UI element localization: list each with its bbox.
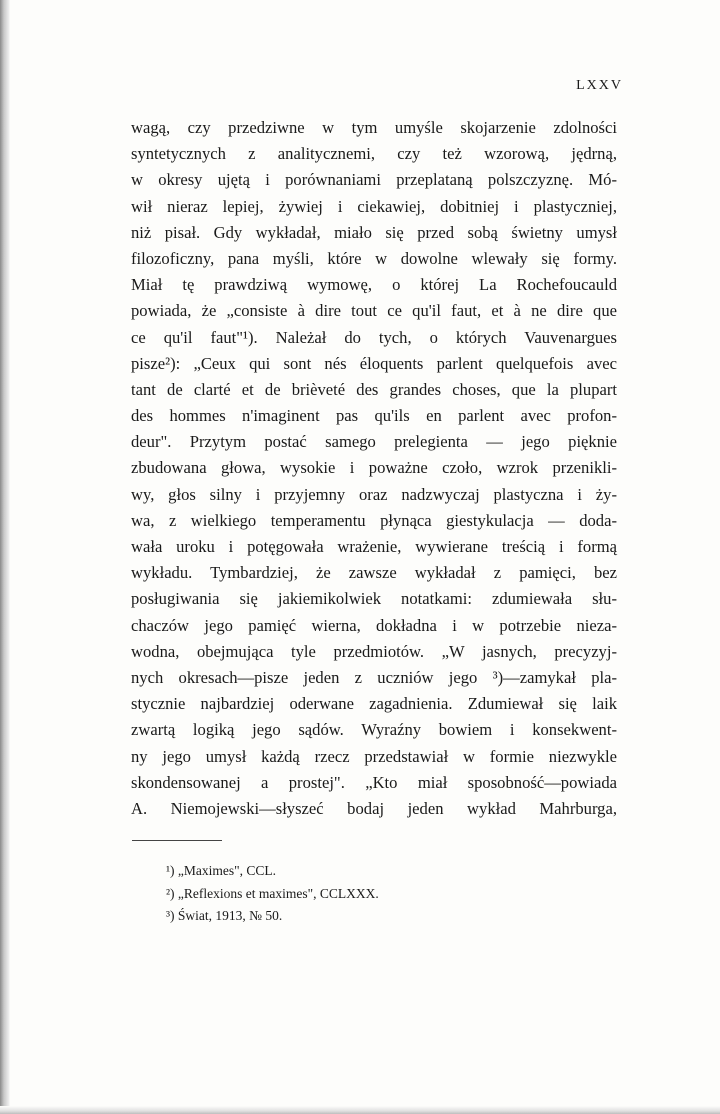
text-line: nych okresach—pisze jeden z uczniów jego ³)—zamykał pla- (131, 667, 617, 687)
text-line: deur". Przytym postać samego prelegienta — jego pięknie (131, 432, 617, 452)
page-binding-shadow (0, 0, 10, 1114)
text-line: A. Niemojewski—słyszeć bodaj jeden wykład Mahrburga, (131, 798, 617, 818)
text-line: zwartą logiką jego sądów. Wyraźny bowiem i konsekwent- (131, 720, 617, 740)
text-line: Miał tę prawdziwą wymowę, o której La Rochefoucauld (131, 275, 617, 295)
text-line: syntetycznych z analitycznemi, czy też wzorową, jędrną, (131, 144, 617, 164)
text-line: zbudowana głowa, wysokie i poważne czoło, wzrok przenikli- (131, 458, 617, 478)
text-line: des hommes n'imaginent pas qu'ils en parlent avec profon- (131, 406, 617, 426)
text-line: wa, z wielkiego temperamentu płynąca giestykulacja — doda- (131, 510, 617, 530)
footnotes (166, 860, 379, 928)
text-line: posługiwania się jakiemikolwiek notatkami: zdumiewała słu- (131, 589, 617, 609)
text-line: skondensowanej a prostej". „Kto miał sposobność—powiada (131, 772, 617, 792)
footnote: ²) „Reflexions et maximes", CCLXXX. (166, 885, 379, 901)
text-line: wykładu. Tymbardziej, że zawsze wykładał z pamięci, bez (131, 563, 617, 583)
text-line: ce qu'il faut"¹). Należał do tych, o których Vauvenargues (131, 327, 617, 347)
text-line: niż pisał. Gdy wykładał, miało się przed sobą świetny umysł (131, 222, 617, 242)
text-line: wagą, czy przedziwne w tym umyśle skojarzenie zdolności (131, 118, 617, 137)
text-line: filozoficzny, pana myśli, które w dowolne wlewały się formy. (131, 248, 617, 268)
text-line: wił nieraz lepiej, żywiej i ciekawiej, dobitniej i plastyczniej, (131, 196, 617, 216)
text-line: wała uroku i potęgowała wrażenie, wywierane treścią i formą (131, 537, 617, 556)
text-line: wodna, obejmująca tyle przedmiotów. „W jasnych, precyzyj- (131, 641, 617, 661)
text-line: powiada, że „consiste à dire tout ce qu'il faut, et à ne dire que (131, 301, 617, 321)
text-line: tant de clarté et de brièveté des grandes choses, que la plupart (131, 379, 617, 399)
text-line: wy, głos silny i przyjemny oraz nadzwyczaj plastyczna i ży- (131, 484, 617, 504)
text-line: stycznie najbardziej oderwane zagadnienia. Zdumiewał się laik (131, 694, 617, 714)
text-line: chaczów jego pamięć wierna, dokładna i w potrzebie nieza- (131, 615, 617, 635)
text-line: w okresy ujętą i porównaniami przeplataną polszczyznę. Mó- (131, 170, 617, 190)
text-line: pisze²): „Ceux qui sont nés éloquents parlent quelquefois avec (131, 353, 617, 373)
footnote-separator (132, 840, 222, 841)
body-text (131, 115, 617, 822)
text-line: ny jego umysł każdą rzecz przedstawiał w formie niezwykle (131, 746, 617, 766)
footnote: ³) Świat, 1913, № 50. (166, 908, 283, 923)
page-number: LXXV (576, 78, 623, 93)
footnote: ¹) „Maximes", CCL. (166, 863, 277, 878)
page-bottom-edge (0, 1106, 720, 1114)
